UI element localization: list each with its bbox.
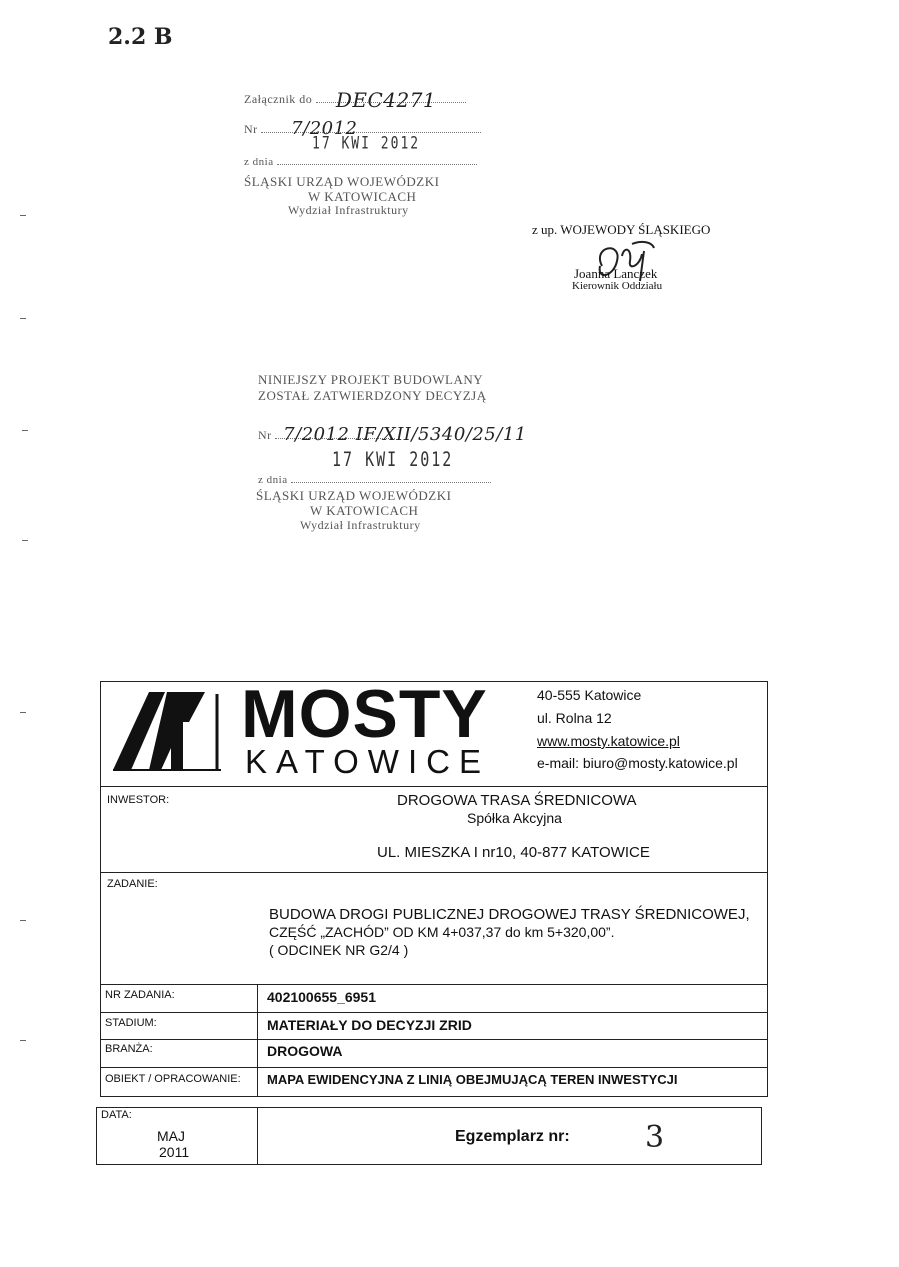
- obiekt-value: MAPA EWIDENCYJNA Z LINIĄ OBEJMUJĄCĄ TEREN INWESTYCJI: [267, 1072, 678, 1087]
- mosty-logo-icon: [109, 688, 225, 774]
- attachment-date-dots: [277, 164, 477, 165]
- investor-type: Spółka Akcyjna: [467, 810, 562, 826]
- attachment-nr-label: Nr: [244, 122, 258, 136]
- branza-row-divider: [101, 1039, 767, 1040]
- investor-address: UL. MIESZKA I nr10, 40-877 KATOWICE: [377, 844, 650, 861]
- approval-office-line2: W KATOWICACH: [310, 503, 419, 518]
- company-name: MOSTY: [241, 676, 488, 752]
- company-email[interactable]: e-mail: biuro@mosty.katowice.pl: [537, 755, 738, 771]
- approval-nr-value: 7/2012 IF/XII/5340/25/11: [283, 424, 527, 445]
- attachment-label: Załącznik do: [244, 92, 313, 106]
- task-label: ZADANIE:: [107, 878, 158, 890]
- attachment-office-line3: Wydział Infrastruktury: [288, 203, 409, 217]
- label-column-divider: [257, 984, 258, 1096]
- task-line1: BUDOWA DROGI PUBLICZNEJ DROGOWEJ TRASY ŚREDNICOWEJ,: [269, 906, 750, 923]
- approval-date-line: [258, 474, 491, 486]
- approval-office-line3: Wydział Infrastruktury: [300, 518, 421, 532]
- scan-edge-mark: [20, 1040, 26, 1041]
- approval-nr-line: [258, 424, 527, 445]
- nr-row-divider: [101, 984, 767, 985]
- attachment-value: DEC4271: [335, 88, 437, 112]
- footer-column-divider: [257, 1108, 258, 1164]
- copy-number-value: 3: [645, 1120, 665, 1155]
- investor-name: DROGOWA TRASA ŚREDNICOWA: [397, 792, 637, 809]
- attachment-office-line2: W KATOWICACH: [308, 189, 417, 204]
- scan-edge-mark: [20, 318, 26, 319]
- scan-edge-mark: [22, 540, 28, 541]
- attachment-stamp: [244, 82, 494, 222]
- scan-edge-mark: [20, 215, 26, 216]
- approval-office-line1: ŚLĄSKI URZĄD WOJEWÓDZKI: [256, 488, 452, 503]
- attachment-dots: [316, 88, 466, 112]
- attachment-office-line1: ŚLĄSKI URZĄD WOJEWÓDZKI: [244, 174, 440, 189]
- approval-date-label: z dnia: [258, 474, 288, 486]
- approval-line2: ZOSTAŁ ZATWIERDZONY DECYZJĄ: [258, 388, 487, 403]
- attachment-nr-value: 7/2012: [291, 118, 358, 139]
- approval-nr-dots: [275, 424, 527, 445]
- task-line2: CZĘŚĆ „ZACHÓD” OD KM 4+037,37 do km 5+320,00”.: [269, 924, 615, 940]
- attachment-date-label: z dnia: [244, 156, 274, 168]
- date-year: 2011: [159, 1144, 190, 1160]
- nr-zadania-label: NR ZADANIA:: [105, 989, 175, 1001]
- stadium-row-divider: [101, 1012, 767, 1013]
- approval-date-stamp: 17 KWI 2012: [332, 448, 454, 472]
- scan-edge-mark: [22, 430, 28, 431]
- attachment-date-line: [244, 156, 477, 168]
- investor-row-divider: [101, 786, 767, 787]
- branza-value: DROGOWA: [267, 1043, 343, 1059]
- scan-edge-mark: [20, 712, 26, 713]
- attachment-nr-dots: [261, 118, 481, 139]
- approval-nr-label: Nr: [258, 428, 272, 442]
- signatory-role: Kierownik Oddziału: [572, 280, 663, 292]
- signatory-name: Joanna Lanczek: [574, 266, 658, 281]
- signature-authority: z up. WOJEWODY ŚLĄSKIEGO: [532, 222, 711, 237]
- date-label: DATA:: [101, 1109, 132, 1121]
- approval-line1: NINIEJSZY PROJEKT BUDOWLANY: [258, 372, 484, 387]
- stadium-label: STADIUM:: [105, 1017, 157, 1029]
- stadium-value: MATERIAŁY DO DECYZJI ZRID: [267, 1017, 472, 1033]
- approval-stamp: [256, 370, 546, 540]
- copy-number-label: Egzemplarz nr:: [455, 1128, 570, 1145]
- obiekt-row-divider: [101, 1067, 767, 1068]
- signature-block: [532, 222, 752, 302]
- corner-note: 2.2 B: [108, 24, 173, 50]
- footer-block: [96, 1107, 762, 1165]
- company-city: KATOWICE: [245, 743, 490, 780]
- investor-label: INWESTOR:: [107, 794, 170, 806]
- title-block: [100, 676, 768, 1097]
- nr-zadania-value: 402100655_6951: [267, 989, 377, 1005]
- branza-label: BRANŻA:: [105, 1043, 153, 1055]
- scan-edge-mark: [20, 920, 26, 921]
- company-address-street: ul. Rolna 12: [537, 710, 612, 726]
- company-website-link[interactable]: www.mosty.katowice.pl: [537, 733, 680, 749]
- attachment-line: [244, 88, 466, 112]
- approval-date-dots: [291, 482, 491, 483]
- task-row-divider: [101, 872, 767, 873]
- date-month: MAJ: [157, 1128, 185, 1144]
- attachment-date-stamp: 17 KWI 2012: [312, 134, 421, 154]
- company-address-city: 40-555 Katowice: [537, 687, 642, 703]
- obiekt-label: OBIEKT / OPRACOWANIE:: [105, 1073, 241, 1085]
- task-line3: ( ODCINEK NR G2/4 ): [269, 942, 409, 958]
